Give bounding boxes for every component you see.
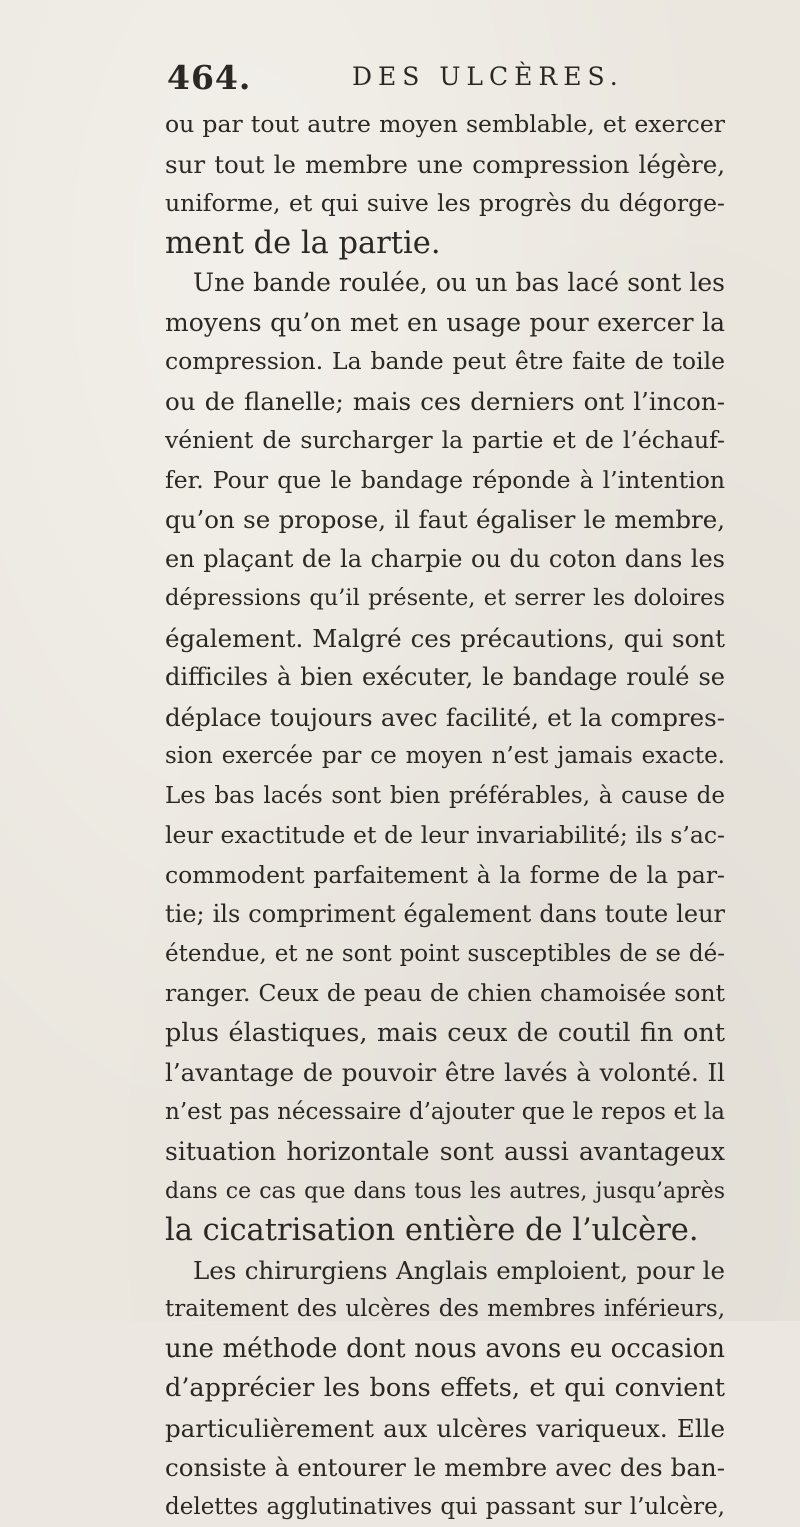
text-line: compression. La bande peut être faite de toile [165, 342, 725, 382]
text-line: qu’on se propose, il faut égaliser le membre, [165, 500, 725, 540]
text-line: vénient de surcharger la partie et de l’échauf- [165, 421, 725, 461]
text-line: d’apprécier les bons effets, et qui convient [165, 1369, 725, 1409]
text-line: également. Malgré ces précautions, qui sont [165, 619, 725, 659]
text-line: traitement des ulcères des membres inférieurs, [165, 1290, 725, 1330]
text-line: ou par tout autre moyen semblable, et exercer [165, 105, 725, 145]
text-line: uniforme, et qui suive les progrès du dégorge- [165, 184, 725, 224]
text-line: en plaçant de la charpie ou du coton dans les [165, 540, 725, 580]
running-head: DES ULCÈRES. [352, 62, 624, 91]
text-line: difficiles à bien exécuter, le bandage roulé se [165, 658, 725, 698]
text-line: plus élastiques, mais ceux de coutil fin ont [165, 1014, 725, 1054]
text-line: tie; ils compriment également dans toute leur [165, 895, 725, 935]
text-line: déplace toujours avec facilité, et la compres- [165, 698, 725, 738]
body-text [165, 105, 725, 1527]
text-line: situation horizontale sont aussi avantageux [165, 1132, 725, 1172]
text-line: fer. Pour que le bandage réponde à l’intention [165, 461, 725, 501]
text-line: sion exercée par ce moyen n’est jamais exacte. [165, 737, 725, 777]
text-line: la cicatrisation entière de l’ulcère. [165, 1211, 725, 1251]
text-line: n’est pas nécessaire d’ajouter que le repos et la [165, 1093, 725, 1133]
text-line: sur tout le membre une compression légère, [165, 145, 725, 185]
text-line: consiste à entourer le membre avec des ban- [165, 1448, 725, 1488]
text-line: Les bas lacés sont bien préférables, à cause de [165, 777, 725, 817]
text-line: leur exactitude et de leur invariabilité; ils s’ac- [165, 816, 725, 856]
text-line: ou de flanelle; mais ces derniers ont l’incon- [165, 382, 725, 422]
text-line: l’avantage de pouvoir être lavés à volonté. Il [165, 1053, 725, 1093]
text-line: moyens qu’on met en usage pour exercer la [165, 303, 725, 343]
text-line: une méthode dont nous avons eu occasion [165, 1330, 725, 1370]
text-line: ranger. Ceux de peau de chien chamoisée sont [165, 974, 725, 1014]
text-line: Une bande roulée, ou un bas lacé sont les [165, 263, 725, 303]
text-line: dans ce cas que dans tous les autres, jusqu’après [165, 1172, 725, 1212]
page-header [167, 58, 707, 98]
text-line: dépressions qu’il présente, et serrer les doloires [165, 579, 725, 619]
text-line: ment de la partie. [165, 224, 725, 264]
page-number: 464. [167, 58, 251, 97]
text-line: particulièrement aux ulcères variqueux. Elle [165, 1409, 725, 1449]
text-line: delettes agglutinatives qui passant sur l’ulcère, [165, 1488, 725, 1527]
text-line: commodent parfaitement à la forme de la par- [165, 856, 725, 896]
text-line: Les chirurgiens Anglais emploient, pour le [165, 1251, 725, 1291]
text-line: étendue, et ne sont point susceptibles de se dé- [165, 935, 725, 975]
